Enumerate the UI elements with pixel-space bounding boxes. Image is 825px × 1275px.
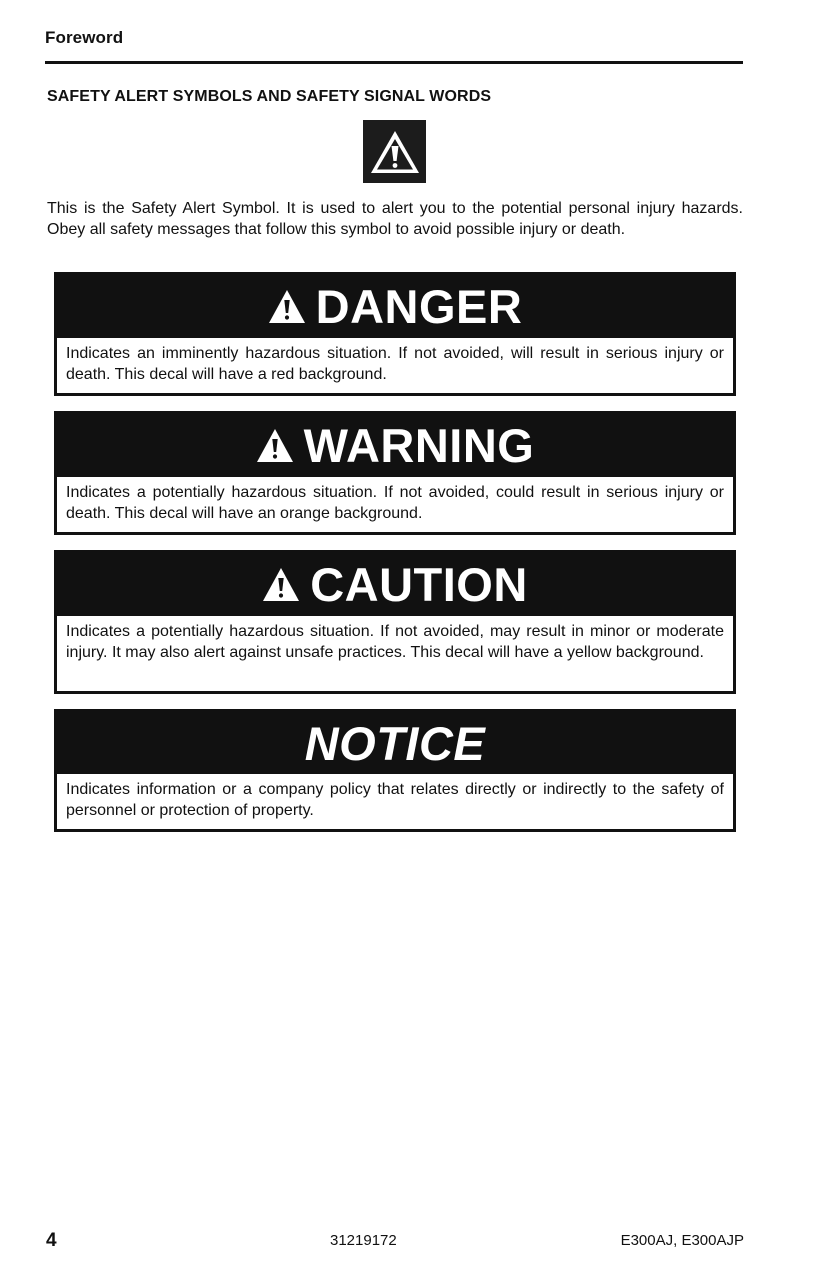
section-header: Foreword [45, 28, 124, 47]
warning-signal-word: WARNING [303, 419, 535, 472]
danger-description: Indicates an imminently hazardous situation. If not avoided, will result in serious injury or death. This decal will have a red background. [66, 345, 724, 383]
document-number: 31219172 [330, 1232, 397, 1249]
safety-alert-triangle-icon [369, 128, 421, 176]
danger-decal-header [57, 275, 733, 338]
notice-decal [54, 709, 736, 832]
alert-triangle-icon [262, 567, 300, 602]
intro-paragraph: This is the Safety Alert Symbol. It is used to alert you to the potential personal injury hazards. Obey all safety messages that follow this symbol to avoid possible injury or death. [47, 200, 743, 238]
caution-decal [54, 550, 736, 694]
notice-decal-header [57, 712, 733, 774]
alert-triangle-icon [268, 289, 306, 324]
safety-alert-symbol [363, 120, 426, 183]
warning-description: Indicates a potentially hazardous situation. If not avoided, could result in serious injury or death. This decal will have an orange background. [66, 484, 724, 522]
warning-decal-header [57, 414, 733, 477]
page-number: 4 [46, 1230, 57, 1251]
warning-decal [54, 411, 736, 535]
notice-signal-word: NOTICE [304, 716, 486, 770]
notice-description: Indicates information or a company policy that relates directly or indirectly to the safety of personnel or protection of property. [66, 781, 724, 819]
caution-signal-word: CAUTION [310, 558, 528, 611]
caution-description: Indicates a potentially hazardous situation. If not avoided, may result in minor or moderate injury. It may also alert against unsafe practices. This decal will have a yellow background. [66, 623, 724, 661]
danger-decal [54, 272, 736, 396]
alert-triangle-icon [256, 428, 294, 463]
danger-signal-word: DANGER [315, 280, 523, 333]
page-title: SAFETY ALERT SYMBOLS AND SAFETY SIGNAL WORDS [47, 88, 492, 105]
model-numbers: E300AJ, E300AJP [620, 1232, 744, 1249]
header-rule [45, 61, 743, 64]
caution-decal-header [57, 553, 733, 616]
